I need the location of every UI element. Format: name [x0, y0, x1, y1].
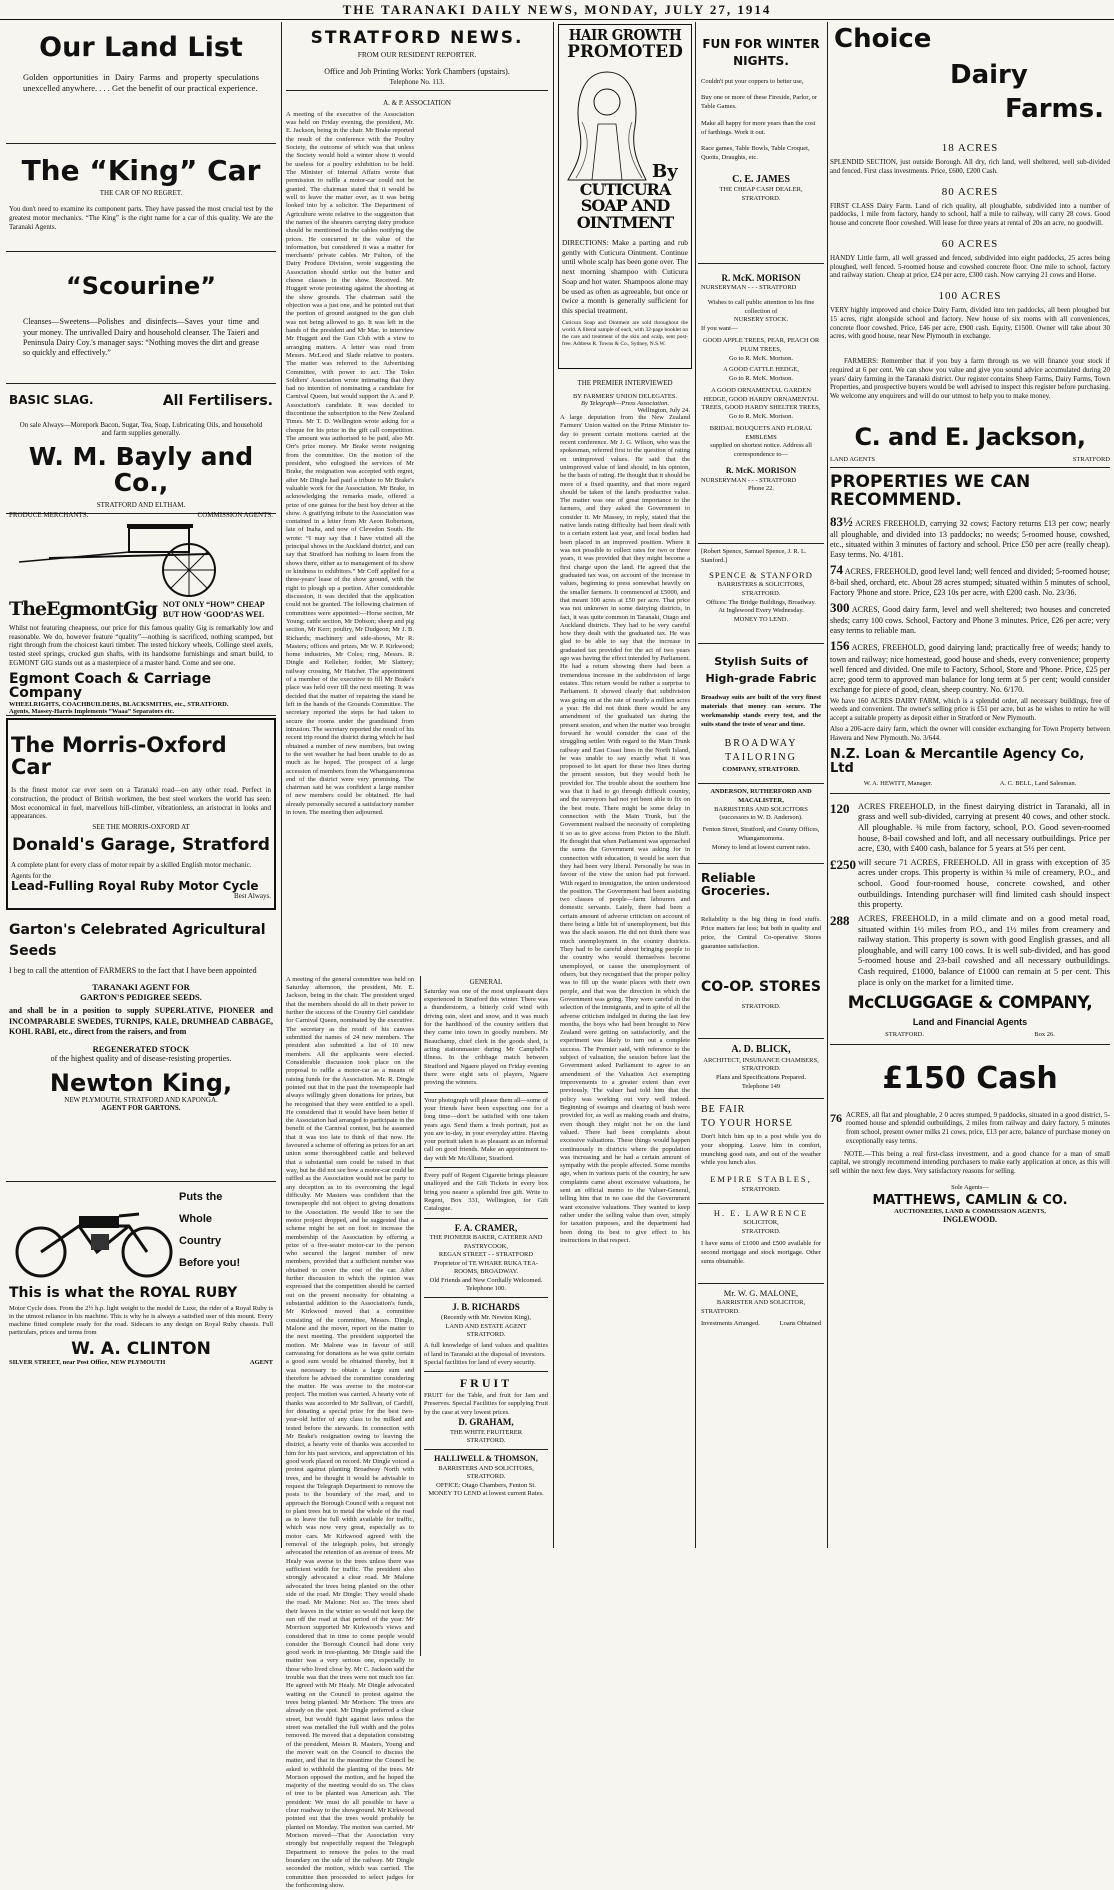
- morison-goto-1: Go to R. McK. Morison.: [728, 354, 794, 362]
- hair-by: By: [652, 160, 678, 182]
- broadway-name: BROADWAY TAILORING: [724, 738, 798, 764]
- richards-text-2: Special facilities for land of every security.: [424, 1359, 536, 1367]
- cuticura-ad: [558, 24, 692, 369]
- morris-best: Best Always.: [234, 892, 271, 901]
- land-list-ad: [6, 24, 276, 144]
- premier-sub: BY FARMERS' UNION DELEGATES.: [572, 393, 678, 400]
- cash-text: ACRES, all flat and ploughable, 2 0 acres stumped, 9 paddocks, situated in a good district, 5-roomed house and splendid outbuildings, 2 miles from railway and dairy factory, 5 minutes from school, present owner milks 21 cows, price, £13 per acre, balance of purchase money on exceptionally easy terms.: [846, 1110, 1110, 1145]
- jackson-right: STRATFORD: [1072, 455, 1110, 463]
- spence-sub: BARRISTERS & SOLICITORS, STRATFORD.: [717, 581, 805, 597]
- royal-ruby-title: This is what the ROYAL RUBY: [9, 1285, 238, 1301]
- groceries-title: Reliable Groceries.: [701, 871, 771, 898]
- cash-agents: Sole Agents—: [951, 1183, 989, 1191]
- spence-stanford-ad: [698, 544, 824, 644]
- bayly-commission: COMMISSION AGENTS.: [197, 510, 273, 519]
- halliwell-line: BARRISTERS AND SOLICITORS, STRATFORD.: [438, 1464, 534, 1481]
- malone-investments: Investments Arranged.: [701, 1320, 760, 1327]
- property-text: We have 160 ACRES DAIRY FARM, which is a splendid order, all necessary buildings, free of weeds and convenient. The owner's selling price is £51 per acre, but as he wishes to retire he will accept a suitable property as deposit either in Stratford or New Plymouth.: [830, 696, 1110, 723]
- lawrence-sub: SOLICITOR,: [743, 1219, 779, 1227]
- property-item: [830, 725, 1110, 743]
- big-property-acres: 120: [830, 800, 850, 816]
- big-property-acres: £250: [830, 856, 856, 872]
- property-item: [830, 562, 1110, 598]
- fruit-title: FRUIT: [459, 1376, 513, 1391]
- property-item: [830, 697, 1110, 723]
- richards-text: A full knowledge of land values and qualities of land in Taranaki at the disposal of investors.: [424, 1342, 548, 1358]
- hair-growth-title: HAIR GROWTH: [568, 26, 682, 44]
- morison-ad: [698, 264, 824, 544]
- garton-pedigree: GARTON'S PEDIGREE SEEDS.: [80, 992, 202, 1003]
- royal-ruby-ad: [6, 1182, 276, 1367]
- morison-nursery: NURSERYMAN - - - STRATFORD: [701, 284, 797, 292]
- farm-head: 18 ACRES: [941, 142, 999, 154]
- farm-listing: [830, 186, 1110, 228]
- property-text: ACRES FREEHOLD, carrying 32 cows; Factory returns £13 per cow; nearly all ploughable, and divided into 13 paddocks; no weeds; 5-roomed house, cowshed, etc., situated within 3 minutes of factory and school. Price £50 per acre (really cheap). Easy terms. No. 4/181.: [830, 518, 1110, 559]
- morris-title: The Morris-Oxford Car: [11, 733, 227, 780]
- malone-name: Mr. W. G. MALONE,: [723, 1288, 799, 1298]
- news-body-top: [286, 111, 548, 976]
- big-property-item: [830, 913, 1110, 987]
- premier-heading: THE PREMIER INTERVIEWED: [577, 379, 673, 387]
- richards-place: STRATFORD.: [466, 1330, 506, 1338]
- egmont-tag-1: NOT ONLY “HOW” CHEAP: [162, 600, 265, 610]
- anderson-text: Fenton Street, Stratford, and County Offices, Whangamomona.: [702, 826, 820, 842]
- garton-seeds-ad: [6, 912, 276, 1182]
- coop-place: STRATFORD.: [741, 1003, 781, 1011]
- cigarette-ad: Every puff of Regent Cigarette brings pleasure unalloyed and the Gift Tickets in every box bring you nearer a splendid free gift. Write to Regent, Box 331, Wellington, for Gift Catalogue.: [424, 1167, 548, 1214]
- morison-name-2: R. McK. MORISON: [725, 465, 797, 475]
- column-rule: [281, 22, 282, 1548]
- cramer-line-2: REGAN STREET - - STRATFORD: [438, 1251, 534, 1259]
- fun-t3: Make all happy for more years than the cost of farthings. Work it out.: [701, 119, 816, 136]
- property-acres: 300: [830, 600, 850, 616]
- morris-agents: Agents for the: [11, 871, 52, 880]
- bayly-name: W. M. Bayly and Co.,: [28, 442, 254, 498]
- mccluggage-right: Box 26.: [1034, 1031, 1055, 1039]
- fruit-text: FRUIT for the Table, and fruit for Jam and Preserves. Special Facilities for supplying Fruit by the case at very lowest prices.: [424, 1391, 548, 1416]
- empire-stables-ad: [698, 1099, 824, 1204]
- horse-text: Don't hitch him up to a post while you do your shopping. Leave him in comfort, munching good oats, and out of the weather while you lunch also.: [701, 1133, 821, 1167]
- morris-text-2: A complete plant for every class of motor repair by a skilled English motor mechanic.: [11, 860, 252, 869]
- spence-money: MONEY TO LEND.: [733, 616, 789, 624]
- nz-loan-name: N.Z. Loan & Mercantile Agency Co, Ltd: [830, 747, 1085, 777]
- halliwell-office: OFFICE: Otago Chambers, Fenton St.: [436, 1481, 536, 1489]
- farm-listing: [830, 142, 1110, 176]
- suits-title: Stylish Suits of High-grade Fabric: [705, 655, 817, 685]
- cash-note: NOTE.—This being a real first-class investment, and a good chance for a man of small capital, we strongly recommend intending purchasers to make early application at once, as this will sell within the next few days. Very satisfactory reasons for selling.: [830, 1149, 1110, 1176]
- cash-item: [830, 1111, 1110, 1146]
- morison-t6: BRIDAL BOUQUETS AND FLORAL EMBLEMS: [709, 424, 813, 441]
- garton-title: Garton's Celebrated Agricultural Seeds: [9, 922, 266, 959]
- scourine-title: “Scourine”: [65, 272, 217, 300]
- masthead: THE TARANAKI DAILY NEWS, MONDAY, JULY 27, 1914: [0, 0, 1114, 20]
- newton-king-place: NEW PLYMOUTH, STRATFORD AND KAPONGA.: [64, 1095, 218, 1104]
- morison-phone: Phone 22.: [748, 485, 774, 493]
- anderson-title: ANDERSON, RUTHERFORD AND MACALISTER,: [710, 788, 812, 804]
- morison-goto-3: Go to R. McK. Morison.: [728, 413, 794, 421]
- column-rule: [553, 22, 554, 1548]
- property-item: [830, 514, 1110, 560]
- big-property-text: ACRES, FREEHOLD, in a mild climate and on a good metal road, situated within 1½ miles from P.O., and 1½ miles from creamery and railway station. This property is sown with good English grasses, and all ploughable, and will carry 100 cows. It is well sub-divided, and has good 5-roomed house and 23-bail cowshed and all necessary outbuildings. Cash required, £1000, balance of £1000 can remain at 5 per cent. This place is only on the market for a limited time.: [858, 912, 1110, 987]
- property-acres: 83½: [830, 513, 853, 529]
- big-property-acres: 288: [830, 912, 850, 928]
- morris-oxford-ad: [6, 718, 276, 910]
- newton-king-agent: AGENT FOR GARTONS.: [101, 1103, 181, 1112]
- newton-king-name: Newton King,: [49, 1068, 233, 1097]
- gig-illustration: [9, 518, 273, 600]
- morison-stock: NURSERY STOCK.: [733, 316, 789, 324]
- morison-t7: supplied on shortest notice. Address all correspondence to—: [710, 442, 812, 459]
- premier-body: A large deputation from the New Zealand Farmers' Union waited on the Prime Minister to-day to present certain motions carried at the recent conference. Mr J. G. Wilson, who was the spokesman, referred first to the question of rating on unimproved values. He said that the unimproved value of land should, in his opinion, be the basis of rating. He thought that it should be more of a fixed quantity, and that more regard should be taken of the land's productive value. The matter was one of great importance to the farmers, and they asked the Government to consider it. Mr Massey, in reply, stated that the native lands rating difficulty had been dealt with to a certain extent last year, and local bodies had been placed in an improved position. Where it was not possible to collect rates for two or three years, it was provided that they might become a first charge upon the land. He agreed that the graduated tax was, on account of the increase in values, beginning to press somewhat heavily on the smaller farmers. It commenced at £5000, and that meant 100 acres at £50 per acre. That price was not unknown in some dairying districts, in fact, it was quite common in Taranaki, Otago and Auckland districts. They had to be very careful how they dealt with the graduated tax. He was glad to be able to say that the increase in graduated tax provided for the act of two years ago was having the effect intended by Parliament. He had a return showing there had been a tremendous increase in the subdivision of large estates. This return would be rather a surprise to Parliament. It showed clearly that subdivision was going on at the rate of nearly a million acres a year. He did not think there would be any amendment of the graduated tax during the present session, and when the matter was brought forward he would consider the case of the struggling settler. With regard to the Main Trunk railway and East Coast lines in the North Island, he was unable to say exactly what it was proposed to let apart for these two lines during the present session, but they would both be provided for. The trouble about the southern line was that it had to go through difficult country, and the surveyors had not yet been able to fix on the best route. There might be some delay in connection with the Main Trunk, but the Government realised the necessity of completing it so as to give access from Picton to the Bluff. He thought that when Parliament was approached the sums the Government was asking for in connection with education, it would be seen that they had been very liberal. Personally he was in favour of the view the union had put forward. With regard to immigration, the union understood the position. The Government had been assisting two classes of people—farm labourers and domestic servants. Lately, there had been a certain amount of adverse criticism on account of there being a little bit of unemployment, but this was the slack season. He did not think there was much unemployment in the country districts. They had to be careful about bringing people to the country who would themselves become unemployed, or cause the unemployment of others, but they recognised that the proper policy was to fill up the waste places with their own people, and that was the direction in which the Government was going. They were careful in the selection of the immigrants, and in spite of all the adverse criticism indulged in during the last few months, the boys who had been brought to New Zealand were getting on satisfactorily, and the experiment was likely to turn out a complete success. The Premier said, with reference to the subject of valuation, the session before last the Government asked Parliament to agree to an amendment of the Valuation Act exempting improvements to a greater extent than ever previously. The valuer had told him that the policy was working out very well indeed. Beginning of swamps and clearing of bush were provided for, as well as making roads and drains, even though they might not be on the land valued. There had been complaints about excessive valuations. These things would happen continuously in districts where the population was increasing and he had a certain amount of sympathy with the people affected. Some months ago, when in various parts of the country, he saw complaints came about excessive valuations, he sent an official memo to the Valuer-General, telling him that in no case did the Government want excessive valuations. They wanted to keep rather under the selling value than over, simply for taxation purposes, and the department had been doing its best to give effect to his instructions in that respect.: [560, 414, 690, 1244]
- mccluggage-sub: Land and Financial Agents: [912, 1017, 1028, 1028]
- spence-title: SPENCE & STANFORD: [709, 569, 813, 580]
- big-property-text: will secure 71 ACRES, FREEHOLD. All in grass with exception of 35 acres under crops. This property is within ¼ mile of creamery, P.O., and school. Good four-roomed house, concrete cowshed, and other outbuildings. Intending purchaser will find limited cash should inspect this property.: [858, 856, 1110, 910]
- lawrence-text: I have sums of £1000 and £500 available for second mortgage and stock mortgage. Other sums obtainable.: [701, 1240, 821, 1265]
- morison-goto-2: Go to R. McK. Morison.: [728, 375, 794, 383]
- cuticura-directions: DIRECTIONS: Make a parting and rub gently with Cuticura Ointment. Continue until whole scalp has been gone over. The next morning shampoo with Cuticura Soap and hot water. Shampoos alone may be used as often as agreeable, but once or twice a month is generally sufficient for this special treatment.: [562, 237, 688, 316]
- big-properties-list: [830, 794, 1110, 988]
- jackson-name: C. and E. Jackson,: [854, 422, 1086, 451]
- clinton-address: SILVER STREET, near Post Office, NEW PLYMOUTH: [9, 1359, 166, 1367]
- cramer-line-4: Old Friends and New Cordially Welcomed.: [429, 1276, 543, 1284]
- cramer-line-3: Proprietor of TE WHARE RUKA TEA-ROOMS, BROADWAY.: [433, 1259, 539, 1276]
- garton-agent: TARANAKI AGENT FOR: [92, 982, 190, 993]
- blick-phone: Telephone 149: [741, 1082, 781, 1090]
- cash-title: £150 Cash: [882, 1061, 1058, 1097]
- egmont-text: Whilst not featuring cheapness, our price for this famous quality Gig is remarkably low and reasonable. We do, however feature “quality”—nothing is sacrificed, nothing scamped, but right through from the choicest kauri timber. The tested hickory wheels, Collinge steel axels, tested steel springs, crucked gun shafts, with its handsome furnishings and smart build, to EGMONT GIG stands out as a masterpiece of a master hand. Come and see one.: [9, 623, 273, 667]
- fun-t4: Race games, Table Bowls, Table Croquet, Quoits, Draughts, etc.: [701, 145, 810, 162]
- bayly-ad: [6, 384, 276, 519]
- column-2: [286, 24, 548, 1889]
- coop-stores-name: CO-OP. STORES: [701, 978, 821, 995]
- big-property-item: [830, 801, 1110, 854]
- groceries-ad: [698, 864, 824, 1039]
- anderson-sub: BARRISTERS AND SOLICITORS (successors to W. D. Anderson).: [714, 805, 808, 822]
- basic-slag-label: BASIC SLAG.: [9, 393, 94, 407]
- farm-listing: [830, 290, 1110, 341]
- halliwell-name: HALLIWELL & THOMSON,: [434, 1454, 538, 1464]
- james-sub: THE CHEAP CASH DEALER, STRATFORD.: [719, 186, 803, 203]
- king-car-tagline: THE CAR OF NO REGRET.: [99, 189, 183, 198]
- ap-report-1: A meeting of the executive of the Association was held on Friday evening, the president, Mr. E. Jackson, being in the chair. Mr Brake reported the result of the conference with the Poultry Society, the outcome of which was that unless the Society would hold a winter show it would be useless for a poultry exhibition to be held. The Minister of Internal Affairs wrote that permission to raffle a motor-car could not be granted. The chairman stated that it would be well to leave the matter over, as it was being looked into by a solicitor. The Department of Agriculture wrote relative to the suggestion that the names of the shearers carrying dairy produce should be mentioned in the cables notifying the prices. He concurred in the value of the information, but considered it was a matter for merchants' private cables. Mr Fulton, of the Dairy Produce Division, wrote suggesting the Association should strike out the butter and cheese classes in the show. Received. Mr Huggett wrote protesting against the shooting at the show grounds. The chairman said the objection was a just one, and he pointed out that the portion of ground assigned to the gun club was not being allowed to go. It was left in the hands of the president and Mr Mac. to interview Mr Huggett and the Gun Club with a view to arranging matters. A letter was read from Messrs. McLeod and Slade relative to posters. The matter was referred to the Advertising Committee, with power to act. The Toko Soldiers' Association wrote intimating that they had no intention of nominating a candidate for Carnival Queen, but would support the A. and P. Association's candidate. It was decided to discontinue the subscription to the New Zealand Times. Mr T. D. Wellington wrote asking for a cheque for his prize in the gift call competition. The amount was authorised to be paid, also Mr. Orr's prize money. Mr Brake wrote resigning from the committee. On the motion of the president, who eulogised the services of Mr Brake, the resignation was accepted with regret, after Mr Dingle had paid a tribute to Mr Brake's valuable work for the Association. Mr Brake, in acknowledging the remarks made, offered a prize of one guinea for the best boy driver at the show. A gratifying tribute to the Association was contained in a letter from Mr Aeon Robertson, late of Inaha, and now of Clevedon South. He wrote: “I may say that I have visited all the principal shows in the Auckland district, and can say that Stratford has nothing to learn from the shows there, either as to management of its show or kindness to exhibitors.” Mr Coff applied for a three-years' lease of the show ground, with the right to plough up a portion. After considerable discussion, it was decided that the application could not be granted. The following chairmen of committees were appointed:—Horse section, Mr Young; cattle section, Mr Dobson; sheep and pig section, Mr Kerr; poultry, Mr Dudgeon; Mr J. B. Richards; machinery and side-shows, Mr R. Masters; offices and prizes, Mr W. P. Kirkwood; home industries, Mr Coles; ring, Messrs. R. Dingle and Kelleher; fodder, Mr Slattery; railway crossing, Mr Hatcher. The appointment of a member of the executive to fill Mr Brake's place was held over till the next meeting. It was decided that the matter of repairing the stand be left in the hands of the Grounds Committee. The secretary reported the steps he had taken to secure the rooms under the grandstand from intrusion. The secretary reported the result of his recent trip round the district during which he had obtained a number of new members, but owing to the wet weather he had been unable to do as much as he hoped. The prospect of a large accession of members from the Whangamomona end of the district were very promising. The chairman said he was confident a large number of new members could be obtained. He had already personally secured a satisfactory number in town. The meeting then adjourned.: [286, 110, 414, 817]
- fun-winter-ad: [698, 24, 824, 264]
- graham-name: D. GRAHAM,: [458, 1416, 514, 1427]
- morison-t4: A GOOD CATTLE HEDGE,: [723, 366, 799, 374]
- empire-name: EMPIRE STABLES,: [710, 1174, 812, 1185]
- egmont-gig-title: TheEgmontGig: [9, 598, 157, 620]
- premier-place: Wellington, July 24.: [637, 407, 690, 414]
- spence-inglewood: At Inglewood Every Wednesday.: [718, 607, 804, 615]
- halliwell-ad: [424, 1449, 548, 1498]
- lawrence-ad: [698, 1204, 824, 1284]
- farm-text: SPLENDID SECTION, just outside Borough. All dry, rich land, well sheltered, well sub-divided and fenced. First class investments. Price, £600, £200 Cash.: [830, 158, 1110, 175]
- cramer-ad: [424, 1218, 548, 1294]
- egmont-gig-ad: [6, 514, 276, 716]
- property-acres: 156: [830, 638, 850, 654]
- nz-loan-salesman: A. C. BELL, Land Salesman.: [999, 779, 1077, 787]
- land-list-title: Our Land List: [39, 32, 243, 63]
- morris-text: Is the finest motor car ever seen on a Taranaki road—on any other road. Perfect in construction, the product of British workmen, the best steel workers the world has seen. Most economical in fuel, marvellous hill-climber, vibrationless, an aristocrat in looks and appearances.: [11, 786, 271, 821]
- blick-sub: ARCHITECT, INSURANCE CHAMBERS, STRATFORD.: [703, 1056, 819, 1073]
- cuticura-soap-title: CUTICURA SOAP AND OINTMENT: [576, 179, 674, 233]
- mccluggage-left: STRATFORD.: [885, 1031, 924, 1039]
- morison-t1: Wishes to call public attention to his fine collection of: [707, 298, 815, 315]
- motorcycle-illustration: [9, 1186, 179, 1282]
- king-car-title: The “King” Car: [21, 154, 261, 187]
- property-text: ACRES, FREEHOLD, good dairying land; practically free of weeds; handy to town and railway; nice homestead, good house and sheds, every convenience; property well fenced and divided. One mile to Factory, School, Store and 'Phone. Price, £25 per acre; good term to approved man balance for long term at 5 per cent; would consider exchange for piece of good, clean, sheep country. No. 6/170.: [830, 643, 1110, 694]
- spence-names: [Robert Spence, Samuel Spence, J. R. L. Stanford.]: [701, 548, 807, 564]
- properties-title: PROPERTIES WE CAN RECOMMEND.: [830, 471, 1031, 510]
- anderson-money: Money to lend at lowest current rates.: [711, 843, 811, 851]
- dairy-word: Dairy: [950, 60, 1028, 90]
- egmont-tag-2: BUT HOW ‘GOOD’AS WEL: [162, 609, 265, 619]
- general-body: Saturday was one of the most unpleasant days experienced in Stratford this winter. There was a thunderstorm, a bitterly cold wind with driving rain, sleet and snow, and it was much for the hardihood of the country settlers that they came into town in goodly numbers. Mr Beauchamp, chief clerk in the goods shed, is acting stationmaster during Mr Campbell's illness. In the cribbage match between Stratford and Ngaere played on Friday evening there were eight sets of players, Ngaere proving the winners.: [424, 987, 548, 1087]
- ap-report-2: A meeting of the general committee was held on Saturday afternoon, the president, Mr. E. Jackson, being in the chair. The president urged that the members should do all in their power to further the success of the Country Girl candidate for Carnival Queen, nominated by the executive. The secretary as the result of his canvass submitted the names of 24 new members. The president also submitted a list of 10 new members. All the applicants were elected. Considerable discussion took place on the proposal to raffle a motor-car as a means of raising funds for the Association. Mr. R. Dingle pointed out that in the past the townspeople had always willingly given donations for prizes, but he recognised that they were entitled to a spell. He considered that it would have been better if the Association had arranged to participate in the benefit of the Carnival contest, but he assumed that it was too late to think of that now. He favoured a scheme of offering as prizes for an art union some thoroughbred cattle and believed that a substantial sum could be raised in that way, but he did not see how a motor-car could be raffled as the Association would not be party to any deception as to its overcoming the legal difficulty. Mr Masters was confident that the townspeople did not object to giving donations to the Association. He would like to see the motor project dropped, and he suggested that a scheme might be set on foot to increase the membership of the Association by offering a prize of a five-seater motor-car to the person who secured the largest number of new members, provided that a sufficient number was obtained to cover the cost of the car. After further discussion in which the opinion was expressed that the competition should be carried out on the present necessity for obtaining a substantial addition to the Association's funds, Mr Kirkwood moved that a committee consisting of the committee, Messrs. Dingle, Malone and the mover, report on the matter to the next meeting. The president supported the motion. Mr Malone was in favour of still canvassing for donations as he was quite certain a good sum would be obtained thereby, but it was necessary to obtain a large sum and therefore he advised the committee considering the matter. He was averse to the motor-car project. The motion was carried. A hearty vote of thanks was accorded to Mr Sullivan, of Cardiff, for donating a special prize for the best two-year-old heifer of any class to be milked and tested before the stewards. In connection with Mr Brake's resignation owing to leaving the district, a hearty vote of thanks was accorded to him for his past services, and appreciation of his good work placed on record. Mr Dingle voiced a protest against planting Broadway North with trees, and he thought it would be advisable to request the Telegraph Department to remove the posts to the boundary of the road, and to approach the Borough Council with a request not to plant trees but to metal the whole of the road as to leave the full width available for traffic, which was now very great, especially as to motor cars. Mr Kirkwood agreed with the removal of the telegraph poles, but strongly advocated the retention of an avenue of trees. Mr Healy was averse to the trees unless there was sufficient width for traffic. The president also strongly advocated a clear road. Mr Malone advocated the trees being planted on the other side of the road. Mr Dingle: They would shade the road. Mr Malone: Not so. The trees shed their leaves in the winter so would not keep the sun off the road at that period of the year. Mr Morrison supported Mr Kirkwood's views and considered that in time to come people would consider the Borough Council had done very good work in tree-planting. Mr Dingle said the matter was a very serious one, especially to those who lived close by. Mr C. Jackson said the trouble was that the trees were not much too far. He agreed with Mr Healy. Mr Dingle advocated waiting on the Council to protest against the trees being planted. Mr Morison: The trees are already on the spot. Mr Dingle preferred a clear street, but would fight against laws unless the street was metalled the full width and the poles removed. He moved that a deputation consisting of the president, Messrs R. Masters, Young and the mover wait on the Council to discuss the matter, and that in the meantime the Council be asked to withhold the planting of the trees. Mr Morison opposed the motion, and he hoped the majority of the meeting would do so. The class of tree to be planted was American ash. The president: We must do all possible to have a clear roadway to the showground. Mr Kirkwood pointed out that the trees would probably be planted on Monday. The motion was carried. Mr Morison moved—That the Association very strongly but respectfully request the Telegraph Department to remove the poles to the road boundary on the side of the railway. Mr Dingle seconded the motion, which was carried. The committee then proceeded to select judges for the forthcoming show.: [286, 975, 414, 1889]
- richards-sub: (Recently with Mr. Newton King),: [441, 1314, 531, 1322]
- farmers-notice: FARMERS: Remember that if you buy a farm through us we will finance your stock if required at 6 per cent. We can show you value and give you sound advice accumulated during 20 years' dairy farming in the Taranaki district. Our register contains Sheep Farms, Dairy Farms, Town Properties, and prospective buyers would be well advised to inspect this register before purchasing. We welcome any enquirers and will do our utmost to help you to make money.: [830, 357, 1110, 400]
- lawrence-name: H. E. LAWRENCE: [713, 1208, 809, 1218]
- column-1: [6, 24, 276, 1548]
- bayly-text: On sale Always—Morepork Bacon, Sugar, Tea, Soap, Lubricating Oils, and household and farm supplies generally.: [19, 420, 263, 438]
- woman-illustration: [562, 62, 652, 182]
- matthews-sub: AUCTIONEERS, LAND & COMMISSION AGENTS,: [894, 1207, 1046, 1215]
- morison-t5: A GOOD ORNAMENTAL GARDEN HEDGE, GOOD HARDY ORNAMENTAL TREES, GOOD HARDY SHELTER TREES,: [701, 386, 821, 412]
- cramer-name: F. A. CRAMER,: [454, 1222, 518, 1233]
- mccluggage-name: McCLUGGAGE & COMPANY,: [847, 993, 1093, 1014]
- horse-title-1: BE FAIR: [701, 1104, 746, 1115]
- blick-text: Plans and Specifications Prepared.: [716, 1074, 806, 1082]
- fun-t2: Buy one or more of these Fireside, Parlor, or Table Games.: [701, 94, 817, 111]
- clinton-agent: AGENT: [249, 1359, 273, 1367]
- royal-ruby-line: Lead-Fulling Royal Ruby Motor Cycle: [11, 878, 259, 893]
- stratford-news-title: STRATFORD NEWS.: [310, 28, 524, 48]
- bayly-produce: PRODUCE MERCHANTS.: [9, 510, 89, 519]
- column-3: [558, 24, 692, 1548]
- king-car-ad: [6, 144, 276, 252]
- column-5: [830, 24, 1110, 1548]
- morison-nursery-2: NURSERYMAN - - - STRATFORD: [701, 476, 797, 484]
- morison-t2: If you want—: [701, 325, 738, 333]
- malone-sub: BARRISTER AND SOLICITOR,: [716, 1299, 806, 1307]
- jackson-left: LAND AGENTS: [830, 455, 875, 463]
- general-heading: GENERAL: [469, 977, 503, 986]
- broadway-sub: COMPANY, STRATFORD.: [722, 766, 800, 774]
- fun-title: FUN FOR WINTER NIGHTS.: [702, 37, 820, 68]
- stratford-news-subtitle: FROM OUR RESIDENT REPORTER.: [357, 49, 477, 59]
- lawrence-place: STRATFORD.: [741, 1228, 781, 1236]
- fun-t1: Couldn't put your coppers to better use,: [701, 77, 804, 85]
- malone-loans: Loans Obtained: [779, 1320, 821, 1327]
- cramer-phone: Telephone 100.: [466, 1284, 506, 1292]
- donalds-garage: Donald's Garage, Stratford: [12, 835, 270, 856]
- column-4: [698, 24, 824, 1548]
- properties-list: [830, 514, 1110, 743]
- property-item: [830, 638, 1110, 694]
- nz-loan-manager: W. A. HEWITT, Manager.: [863, 779, 933, 787]
- property-text: ACRES, FREEHOLD, good level land; well fenced and divided; 5-roomed house; 8-bail shed, orchard, etc. About 28 acres stumped; situated within 5 minutes of school, Factory 'Phone and store. Price, £23 10s per acre, with £200 cash. No. 23/36.: [830, 566, 1111, 598]
- farms-word: Farms.: [1004, 94, 1104, 124]
- cash-acres: 76: [830, 1110, 842, 1125]
- malone-ad: [698, 1284, 824, 1333]
- blick-name: A. D. BLICK,: [731, 1044, 791, 1055]
- telephone-line: Telephone No. 113.: [389, 77, 445, 86]
- ruby-side-4: Before you!: [179, 1257, 241, 1269]
- news-right-column: [420, 976, 548, 1656]
- matthews-place: INGLEWOOD.: [942, 1214, 997, 1224]
- richards-line: LAND AND ESTATE AGENT: [445, 1322, 527, 1330]
- graham-place: STRATFORD.: [466, 1437, 506, 1444]
- matthews-name: MATTHEWS, CAMLIN & CO.: [872, 1192, 1068, 1208]
- ruby-side-1: Puts the: [179, 1191, 223, 1203]
- column-rule: [827, 22, 828, 1548]
- big-property-item: [830, 857, 1110, 910]
- anderson-ad: [698, 784, 824, 864]
- egmont-company-sub2: Agents, Massey-Harris Implements “Waaa” Separators etc.: [9, 708, 175, 716]
- office-line: Office and Job Printing Works: York Chambers (upstairs).: [324, 66, 510, 76]
- cramer-line-1: THE PIONEER BAKER, CATERER AND PASTRYCOOK,: [429, 1234, 543, 1250]
- farm-head: 80 ACRES: [941, 185, 999, 198]
- james-name: C. E. JAMES: [732, 173, 790, 185]
- cuticura-small: Cuticura Soap and Ointment are sold throughout the world. A liberal sample of each, with 32-page booklet on the care and treatment of the skin and scalp, sent post-free. Address R. Towns & Co., Sydney, N.S.W.: [562, 319, 688, 347]
- land-list-text: Golden opportunities in Dairy Farms and property speculations unexcelled anywhere. . . . Get the benefit of our practical experience.: [23, 72, 259, 94]
- egmont-company-sub: WHEELRIGHTS, COACHBUILDERS, BLACKSMITHS, etc., STRATFORD.: [9, 701, 229, 709]
- scourine-ad: [6, 252, 276, 384]
- richards-ad: [424, 1297, 548, 1367]
- property-item: [830, 600, 1110, 636]
- premier-tel: By Telegraph—Press Association.: [580, 400, 670, 407]
- fruit-ad: [424, 1371, 548, 1445]
- farm-text: HANDY Little farm, all well grassed and fenced, subdivided into eight paddocks, 25 acres being ploughed, well fenced. 5-roomed house and cowshed concrete floor. One mile to school, factory and railway station. Cheap at price, £24 per acre, £300 cash. Now carrying 21 cows and Horse.: [830, 253, 1110, 280]
- empire-place: STRATFORD.: [741, 1185, 781, 1193]
- morris-see: SEE THE MORRIS-OXFORD AT: [92, 823, 190, 832]
- big-property-text: ACRES FREEHOLD, in the finest dairying district in Taranaki, all in grass and well sub-divided, carrying at present 40 cows, and other stock. All ploughable. ¾ mile from factory, school, P.O. Good seven-roomed house, 8-bail cowshed and loft, and all necessary outbuildings. Price per acre, £30, with £400 cash, balance for 5 years at 5½ per cent.: [858, 800, 1110, 854]
- ruby-side-2: Whole: [179, 1213, 212, 1225]
- farm-listing: [830, 238, 1110, 280]
- royal-ruby-text: Motor Cycle does. From the 2½ h.p. light weight to the model de Luxe, the rider of a Royal Ruby is in the utmost reliance in his machine. This is why he is always a satisfied user of this mount. Every machine fitted complete ready for the road. Sidecars to any design on Royal Ruby chassis. Full particulars, prices and terms from: [9, 1304, 273, 1337]
- broadway-suits-ad: [698, 644, 824, 784]
- choice-dairy-heading: [830, 24, 1110, 134]
- farms-list: [830, 142, 1110, 341]
- garton-quality: of the highest quality and of disease-resisting properties.: [50, 1053, 232, 1063]
- egmont-company: Egmont Coach & Carriage Company: [9, 670, 212, 702]
- farm-head: 60 ACRES: [941, 237, 999, 250]
- farm-text: VERY highly improved and choice Dairy Farm, divided into ten paddocks, all been ploughed but 15 acres, right alongside school and factory. New house of six rooms with all conveniences, concrete floor cowshed. Price, £46 per acre, £900 cash. Equity, £1500. Owner will take about 30 acres, with good house, near New Plymouth in exchange.: [830, 306, 1110, 341]
- fertilisers-label: All Fertilisers.: [162, 393, 273, 409]
- ruby-side-3: Country: [179, 1235, 222, 1247]
- halliwell-money: MONEY TO LEND at lowest current Rates.: [428, 1490, 544, 1498]
- garton-regen: REGENERATED STOCK: [92, 1043, 190, 1054]
- groceries-text: Reliability is the big thing in food stuffs. Price matters far less; but both in quality and price, the Central Co-operative Stores guarantee satisfaction.: [701, 916, 821, 951]
- property-text: ACRES, Good dairy farm, level and well sheltered; two houses and concreted sheds; carry 100 cows. School, Factory and Phone 3 minutes. Price, £26 per acre; very easy terms to reliable man.: [830, 605, 1110, 636]
- farm-head: 100 ACRES: [938, 290, 1002, 302]
- malone-place: STRATFORD.: [701, 1308, 740, 1316]
- column-rule: [695, 22, 696, 1548]
- property-acres: 74: [830, 561, 843, 577]
- choice-word: Choice: [834, 24, 932, 54]
- morison-t3: GOOD APPLE TREES, PEAR, PEACH OR PLUM TREES,: [702, 336, 820, 353]
- richards-name: J. B. RICHARDS: [452, 1302, 520, 1313]
- property-text: Also a 206-acre dairy farm, which the owner will consider exchanging for Town Property between Hawera and New Plymouth. No. 3/644.: [830, 724, 1110, 742]
- photo-ad: Your photograph will please them all—some of your friends have been expecting one for a long time—don't be satisfied with one taken years ago. Send them a fresh portrait, just as you are to-day, in your everyday attire. Having your portrait taken is as pleasant as an informal call on good friends. Make an appointment to-day with Mr McAllister, Stratford.: [424, 1092, 548, 1164]
- suits-text: Broadway suits are built of the very finest materials that money can secure. The workmanship stands every test, and the suits stand the teste of wear and time.: [701, 694, 821, 729]
- spence-offices: Offices: The Bridge Buildings, Broadway.: [706, 598, 816, 606]
- garton-intro: I beg to call the attention of FARMERS to the fact that I have been appointed: [9, 966, 257, 975]
- garton-text: and shall be in a position to supply SUPERLATIVE, PIONEER and INCOMPARABLE SWEDES, TURNIPS, KALE, DRUMHEAD CABBAGE, KOHL RABI, etc., direct from the raisers, and from: [9, 1006, 273, 1037]
- blick-ad: [698, 1039, 824, 1099]
- scourine-text: Cleanses—Sweetens—Polishes and disinfects—Saves your time and your money. The unrivalled Dairy and household cleanser. The Taieri and Peninsula Dairy Coy.'s manager says: “Nothing moves the dirt and grease so quickly and effectively.”: [23, 317, 259, 358]
- king-car-text: You don't need to examine its component parts. They have passed the most crucial test by the greatest motor mechanics. “The King” is the right name for a car of this quality. We are the Taranaki Agents.: [9, 205, 273, 231]
- morison-name: R. McK. MORISON: [721, 273, 801, 283]
- ap-association-heading: A. & P. ASSOCIATION: [383, 98, 451, 107]
- graham-sub: THE WHITE FRUITERER: [449, 1428, 523, 1436]
- farm-text: FIRST CLASS Dairy Farm. Land of rich quality, all ploughable, subdivided into a number of paddocks, 1 mile from factory, handy to school, half a mile to railway, will carry 28 cows. Good house and concrete floor cowshed. Will lease for three years at rental of 20s an acre, no goodwill.: [830, 201, 1110, 227]
- hair-promoted: PROMOTED: [567, 41, 683, 62]
- horse-title-2: TO YOUR HORSE: [701, 1117, 793, 1129]
- bayly-location: STRATFORD AND ELTHAM.: [96, 500, 186, 509]
- clinton-name: W. A. CLINTON: [71, 1339, 211, 1360]
